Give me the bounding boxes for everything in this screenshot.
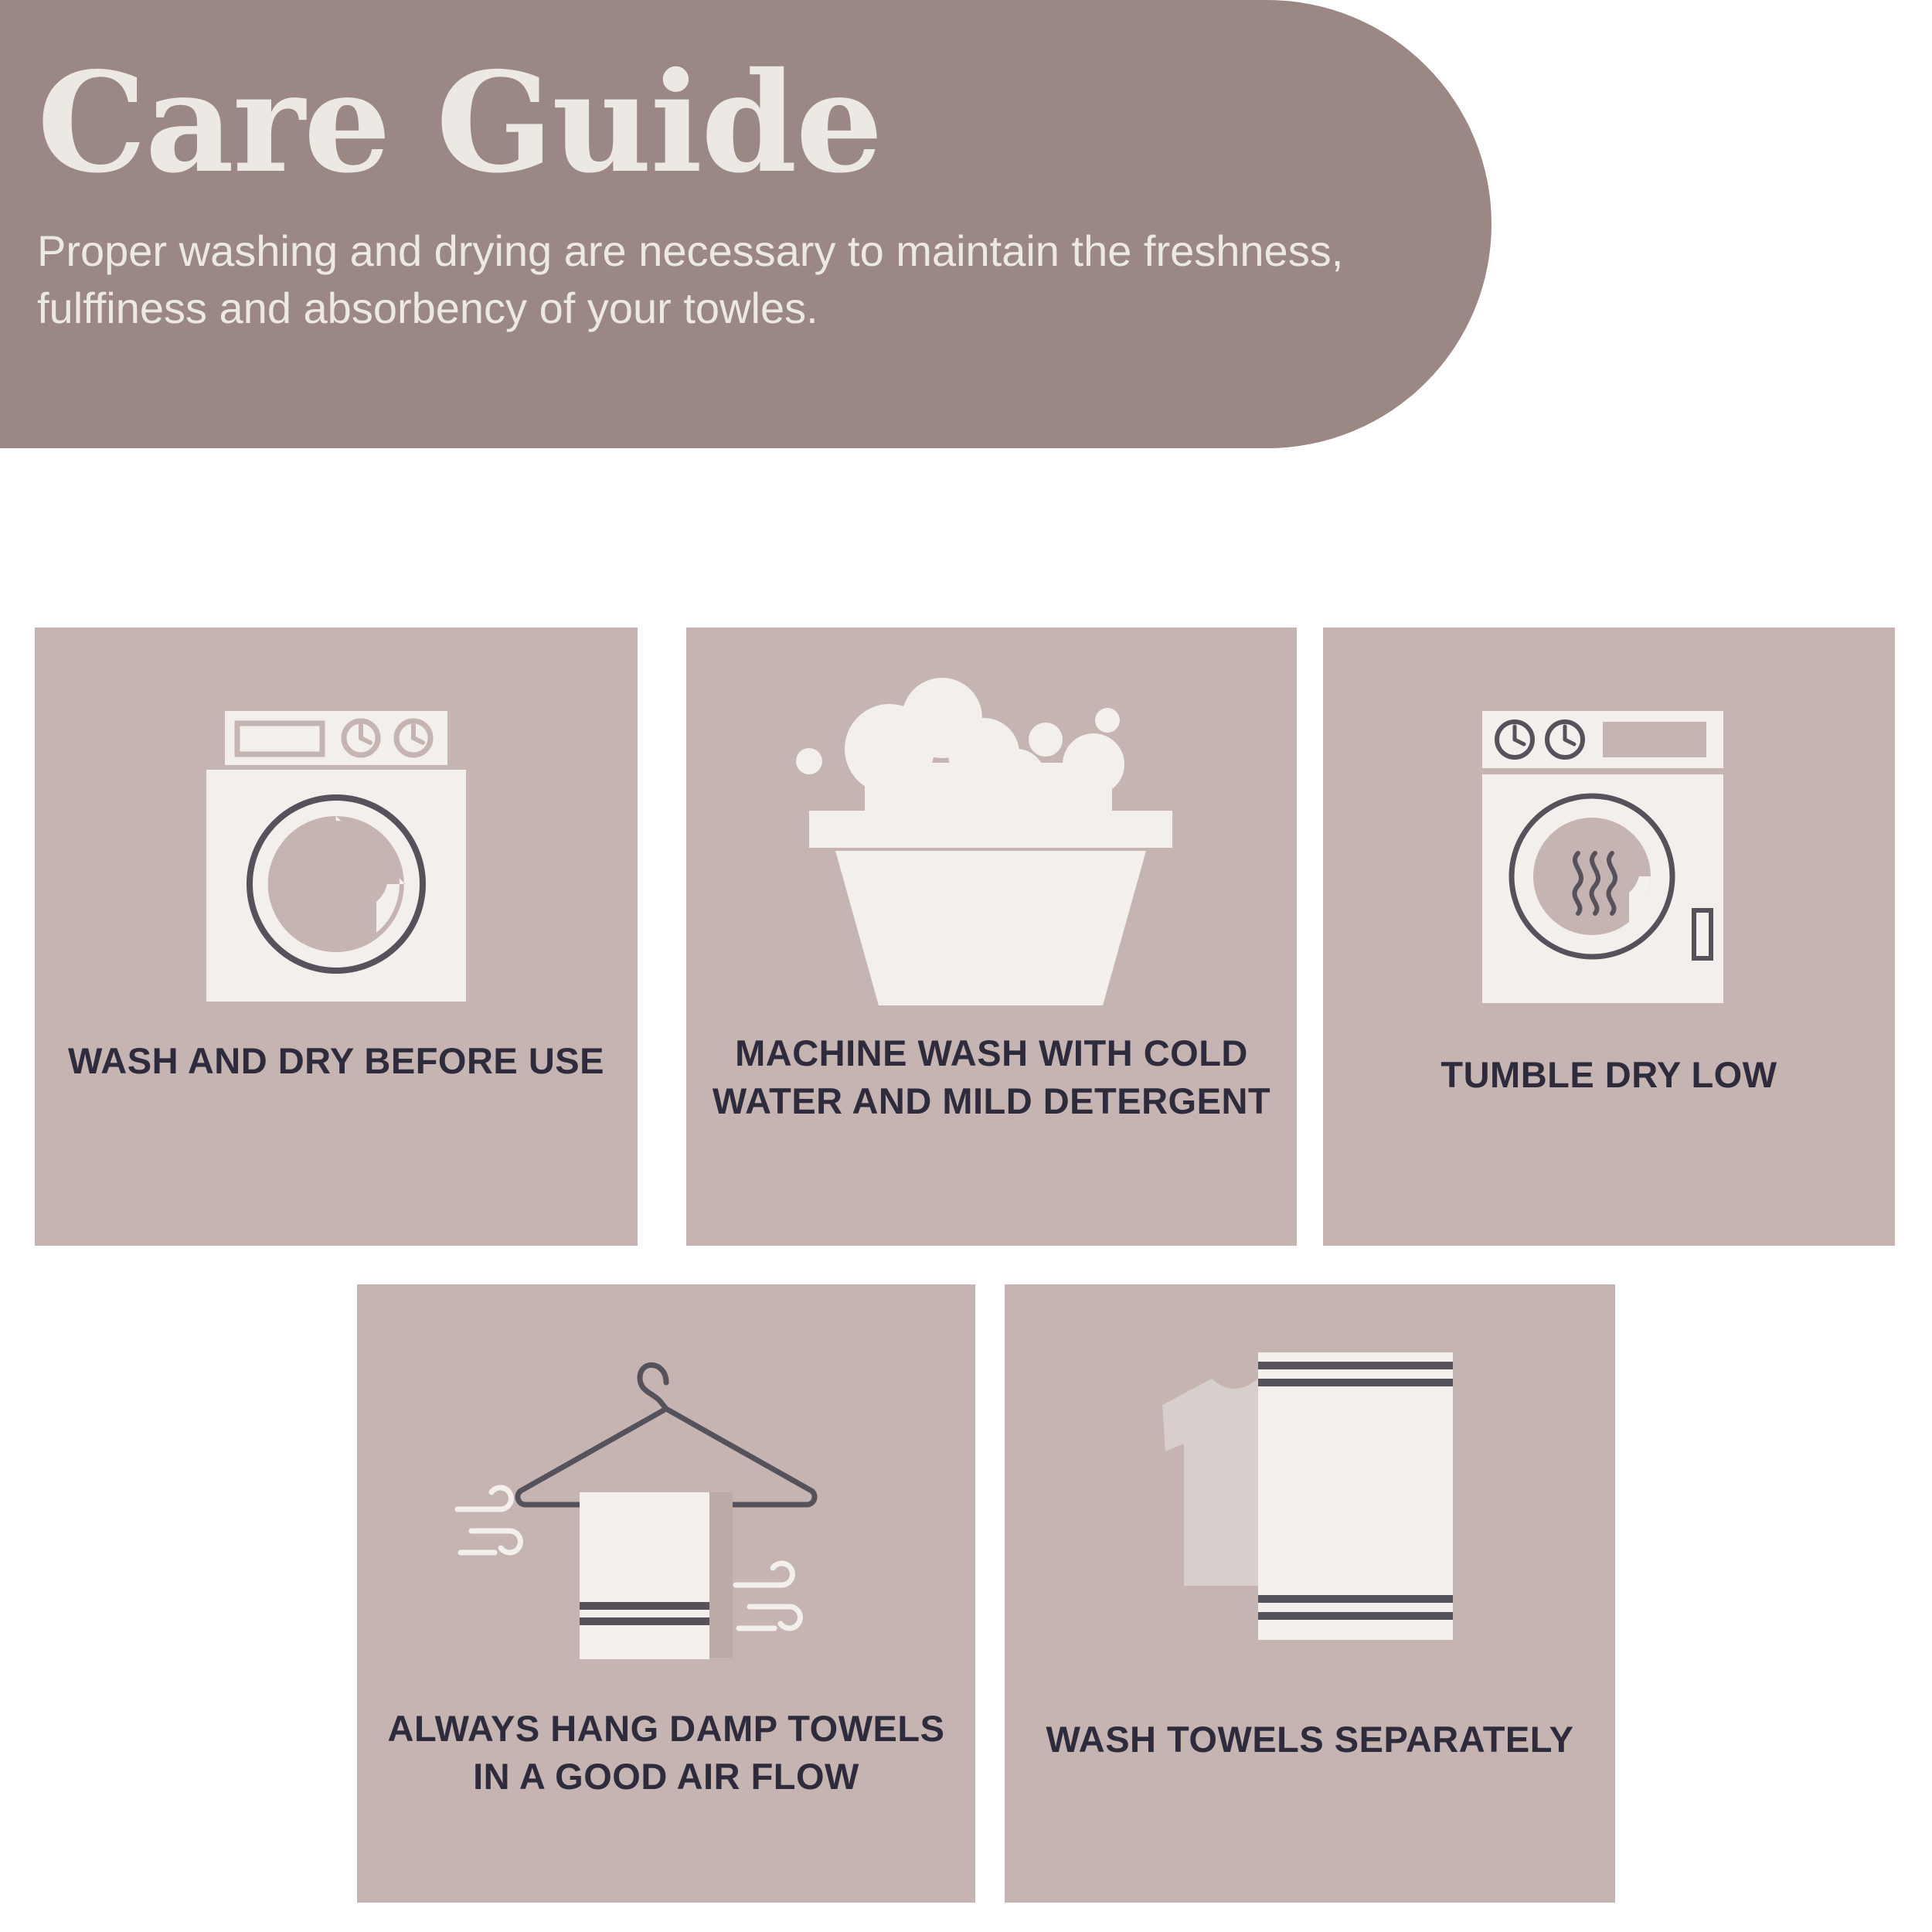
tumble-dryer-icon: [1462, 674, 1756, 1014]
care-card-machine-wash-cold: [686, 628, 1297, 1246]
laundry-basket-with-suds-icon: [791, 674, 1192, 1014]
care-card-label: TUMBLE DRY LOW: [1440, 1054, 1777, 1095]
care-card-wash-and-dry-before-use: [35, 628, 638, 1246]
page-subtitle: Proper washing and drying are necessary to maintain the freshness, fulffiness and absorbency of your towles.: [37, 226, 1344, 332]
care-card-label: MACHINE WASH WITH COLD WATER AND MILD DETERGENT: [712, 1032, 1271, 1122]
care-card-tumble-dry-low: [1323, 628, 1895, 1246]
page-title: Care Guide: [37, 42, 882, 203]
care-card-hang-damp-towels: [357, 1284, 975, 1903]
care-card-wash-towels-separately: [1005, 1284, 1615, 1903]
care-card-label: WASH AND DRY BEFORE USE: [68, 1040, 604, 1081]
care-card-label: WASH TOWELS SEPARATELY: [1046, 1719, 1574, 1760]
care-card-label: ALWAYS HANG DAMP TOWELS IN A GOOD AIR FLOW: [387, 1708, 945, 1798]
shirt-and-towel-icon: [1128, 1323, 1492, 1679]
washing-machine-icon: [189, 674, 483, 1014]
header-banner: [0, 0, 1492, 448]
hanger-with-towel-and-airflow-icon: [450, 1323, 883, 1679]
